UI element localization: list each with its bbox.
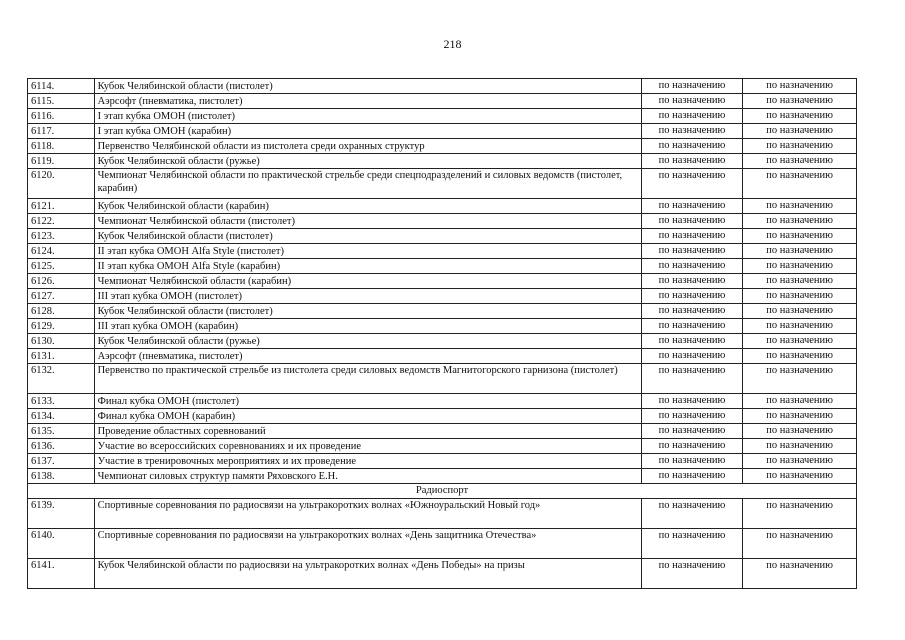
event-name: I этап кубка ОМОН (пистолет) — [94, 109, 641, 124]
place-value: по назначению — [743, 79, 857, 94]
table-row — [28, 259, 857, 274]
table-row — [28, 559, 857, 589]
table-row — [28, 394, 857, 409]
deadline-value: по назначению — [641, 124, 742, 139]
row-number: 6126. — [28, 274, 95, 289]
table-row — [28, 244, 857, 259]
event-name: Аэрсофт (пневматика, пистолет) — [94, 94, 641, 109]
place-value: по назначению — [743, 304, 857, 319]
deadline-value: по назначению — [641, 499, 742, 529]
place-value: по назначению — [743, 469, 857, 484]
deadline-value: по назначению — [641, 229, 742, 244]
event-name: Кубок Челябинской области (ружье) — [94, 154, 641, 169]
row-number: 6121. — [28, 199, 95, 214]
deadline-value: по назначению — [641, 274, 742, 289]
place-value: по назначению — [743, 529, 857, 559]
place-value: по назначению — [743, 349, 857, 364]
deadline-value: по назначению — [641, 334, 742, 349]
deadline-value: по назначению — [641, 259, 742, 274]
row-number: 6117. — [28, 124, 95, 139]
table-row — [28, 304, 857, 319]
place-value: по назначению — [743, 289, 857, 304]
place-value: по назначению — [743, 94, 857, 109]
row-number: 6127. — [28, 289, 95, 304]
place-value: по назначению — [743, 109, 857, 124]
events-table — [27, 78, 857, 589]
place-value: по назначению — [743, 124, 857, 139]
row-number: 6136. — [28, 439, 95, 454]
section-row — [28, 484, 857, 499]
table-row — [28, 334, 857, 349]
deadline-value: по назначению — [641, 409, 742, 424]
table-row — [28, 199, 857, 214]
event-name: I этап кубка ОМОН (карабин) — [94, 124, 641, 139]
row-number: 6132. — [28, 364, 95, 394]
row-number: 6131. — [28, 349, 95, 364]
row-number: 6141. — [28, 559, 95, 589]
place-value: по назначению — [743, 244, 857, 259]
event-name: Чемпионат силовых структур памяти Ряховского Е.Н. — [94, 469, 641, 484]
event-name: Кубок Челябинской области по радиосвязи на ультракоротких волнах «День Победы» на призы — [94, 559, 641, 589]
row-number: 6123. — [28, 229, 95, 244]
row-number: 6125. — [28, 259, 95, 274]
deadline-value: по назначению — [641, 289, 742, 304]
table-row — [28, 79, 857, 94]
place-value: по назначению — [743, 424, 857, 439]
row-number: 6116. — [28, 109, 95, 124]
table-row — [28, 274, 857, 289]
event-name: Финал кубка ОМОН (карабин) — [94, 409, 641, 424]
table-row — [28, 499, 857, 529]
table-row — [28, 469, 857, 484]
place-value: по назначению — [743, 139, 857, 154]
deadline-value: по назначению — [641, 244, 742, 259]
event-name: Кубок Челябинской области (карабин) — [94, 199, 641, 214]
row-number: 6130. — [28, 334, 95, 349]
event-name: Спортивные соревнования по радиосвязи на ультракоротких волнах «Южноуральский Новый год» — [94, 499, 641, 529]
deadline-value: по назначению — [641, 79, 742, 94]
place-value: по назначению — [743, 154, 857, 169]
table-row — [28, 109, 857, 124]
row-number: 6128. — [28, 304, 95, 319]
table-row — [28, 424, 857, 439]
deadline-value: по назначению — [641, 529, 742, 559]
place-value: по назначению — [743, 409, 857, 424]
table-row — [28, 94, 857, 109]
table-row — [28, 364, 857, 394]
event-name: Финал кубка ОМОН (пистолет) — [94, 394, 641, 409]
event-name: Чемпионат Челябинской области (пистолет) — [94, 214, 641, 229]
row-number: 6124. — [28, 244, 95, 259]
event-name: Участие в тренировочных мероприятиях и их проведение — [94, 454, 641, 469]
deadline-value: по назначению — [641, 319, 742, 334]
event-name: Спортивные соревнования по радиосвязи на ультракоротких волнах «День защитника Отечества» — [94, 529, 641, 559]
deadline-value: по назначению — [641, 439, 742, 454]
event-name: Первенство по практической стрельбе из пистолета среди силовых ведомств Магнитогорского гарнизона (пистолет) — [94, 364, 641, 394]
table-row — [28, 409, 857, 424]
place-value: по назначению — [743, 229, 857, 244]
deadline-value: по назначению — [641, 169, 742, 199]
deadline-value: по назначению — [641, 469, 742, 484]
place-value: по назначению — [743, 274, 857, 289]
place-value: по назначению — [743, 364, 857, 394]
table-row — [28, 529, 857, 559]
table-row — [28, 439, 857, 454]
row-number: 6120. — [28, 169, 95, 199]
deadline-value: по назначению — [641, 304, 742, 319]
place-value: по назначению — [743, 259, 857, 274]
place-value: по назначению — [743, 439, 857, 454]
event-name: Чемпионат Челябинской области (карабин) — [94, 274, 641, 289]
page-number: 218 — [443, 37, 462, 51]
deadline-value: по назначению — [641, 214, 742, 229]
place-value: по назначению — [743, 334, 857, 349]
deadline-value: по назначению — [641, 139, 742, 154]
place-value: по назначению — [743, 499, 857, 529]
event-name: Аэрсофт (пневматика, пистолет) — [94, 349, 641, 364]
deadline-value: по назначению — [641, 199, 742, 214]
table-row — [28, 169, 857, 199]
deadline-value: по назначению — [641, 364, 742, 394]
section-title: Радиоспорт — [28, 484, 857, 499]
place-value: по назначению — [743, 454, 857, 469]
row-number: 6115. — [28, 94, 95, 109]
row-number: 6140. — [28, 529, 95, 559]
event-name: II этап кубка ОМОН Alfa Style (карабин) — [94, 259, 641, 274]
table-row — [28, 154, 857, 169]
place-value: по назначению — [743, 214, 857, 229]
row-number: 6118. — [28, 139, 95, 154]
table-row — [28, 214, 857, 229]
table-row — [28, 349, 857, 364]
table-row — [28, 124, 857, 139]
event-name: Первенство Челябинской области из пистолета среди охранных структур — [94, 139, 641, 154]
deadline-value: по назначению — [641, 154, 742, 169]
event-name: Кубок Челябинской области (ружье) — [94, 334, 641, 349]
event-name: III этап кубка ОМОН (пистолет) — [94, 289, 641, 304]
deadline-value: по назначению — [641, 94, 742, 109]
table-row — [28, 229, 857, 244]
event-name: Чемпионат Челябинской области по практической стрельбе среди спецподразделений и силовых ведомств (пистолет, карабин) — [94, 169, 641, 199]
row-number: 6119. — [28, 154, 95, 169]
table-row — [28, 289, 857, 304]
place-value: по назначению — [743, 319, 857, 334]
deadline-value: по назначению — [641, 559, 742, 589]
row-number: 6135. — [28, 424, 95, 439]
deadline-value: по назначению — [641, 454, 742, 469]
place-value: по назначению — [743, 559, 857, 589]
row-number: 6138. — [28, 469, 95, 484]
event-name: Проведение областных соревнований — [94, 424, 641, 439]
row-number: 6137. — [28, 454, 95, 469]
row-number: 6114. — [28, 79, 95, 94]
place-value: по назначению — [743, 394, 857, 409]
event-name: III этап кубка ОМОН (карабин) — [94, 319, 641, 334]
place-value: по назначению — [743, 169, 857, 199]
event-name: Участие во всероссийских соревнованиях и их проведение — [94, 439, 641, 454]
event-name: II этап кубка ОМОН Alfa Style (пистолет) — [94, 244, 641, 259]
table-row — [28, 319, 857, 334]
row-number: 6122. — [28, 214, 95, 229]
table-row — [28, 454, 857, 469]
place-value: по назначению — [743, 199, 857, 214]
deadline-value: по назначению — [641, 349, 742, 364]
row-number: 6129. — [28, 319, 95, 334]
deadline-value: по назначению — [641, 424, 742, 439]
event-name: Кубок Челябинской области (пистолет) — [94, 304, 641, 319]
deadline-value: по назначению — [641, 109, 742, 124]
row-number: 6133. — [28, 394, 95, 409]
row-number: 6134. — [28, 409, 95, 424]
row-number: 6139. — [28, 499, 95, 529]
table-row — [28, 139, 857, 154]
event-name: Кубок Челябинской области (пистолет) — [94, 79, 641, 94]
deadline-value: по назначению — [641, 394, 742, 409]
event-name: Кубок Челябинской области (пистолет) — [94, 229, 641, 244]
